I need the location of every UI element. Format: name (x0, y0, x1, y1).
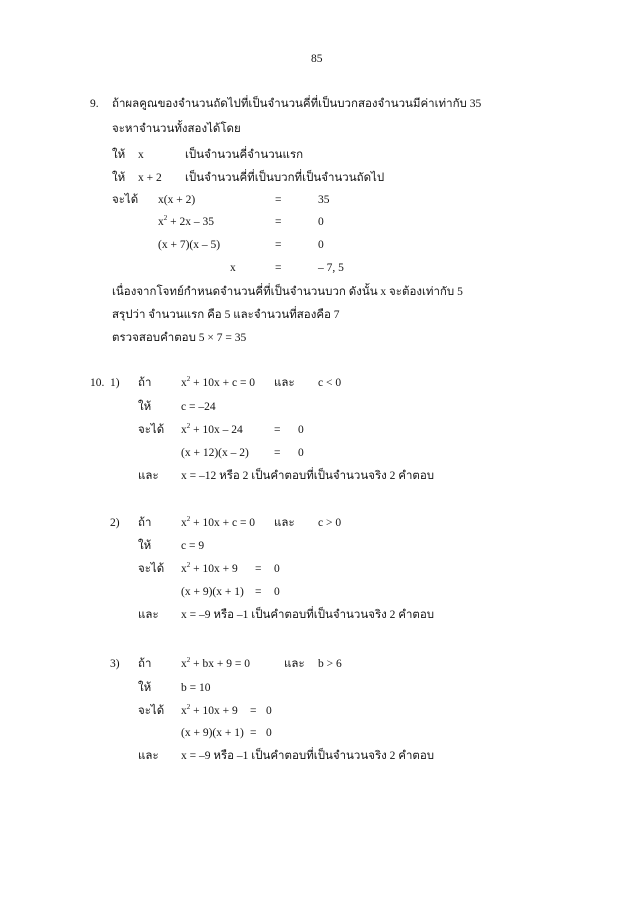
and-word: และ (138, 470, 159, 482)
then-word: จะได้ (138, 705, 165, 717)
equation-lhs: x(x + 2) (158, 194, 196, 206)
check-line: ตรวจสอบคำตอบ 5 × 7 = 35 (112, 332, 247, 344)
answer-line: x = –9 หรือ –1 เป็นคำตอบที่เป็นจำนวนจริง 2 คำตอบ (181, 609, 435, 621)
let-word: ให้ (138, 401, 152, 413)
equals-sign: = (275, 239, 282, 251)
if-word: ถ้า (138, 517, 152, 529)
equation-lhs: $x^2 + 2x - 35$ (158, 214, 214, 228)
let-value: c = 9 (181, 540, 205, 552)
let-word: ให้ (138, 682, 152, 694)
part-label: 1) (110, 377, 120, 389)
condition-inequality: c > 0 (318, 517, 342, 529)
and-word: และ (284, 658, 305, 670)
condition-equation: $x^2$ + bx + 9 = 0 (181, 656, 250, 670)
equation-rhs: 0 (274, 586, 280, 598)
conclusion-line: เนื่องจากโจทย์กำหนดจำนวนคี่ที่เป็นจำนวนบวก ดังนั้น x จะต้องเท่ากับ 5 (112, 286, 463, 298)
question-number: 10. (90, 377, 105, 389)
equation-rhs: 0 (298, 447, 304, 459)
equals-sign: = (275, 216, 282, 228)
equation-lhs: x (230, 262, 236, 274)
condition-equation: $x^2 + 10x + c = 0$ (181, 375, 256, 389)
part-label: 2) (110, 517, 120, 529)
and-word: และ (138, 609, 159, 621)
equation-lhs: $x^2 + 10x + 9$ (181, 703, 238, 717)
equation-rhs: 0 (274, 563, 280, 575)
condition-inequality: b > 6 (318, 658, 342, 670)
question-intro-line: ถ้าผลคูณของจำนวนถัดไปที่เป็นจำนวนคี่ที่เป็นบวกสองจำนวนมีค่าเท่ากับ 35 (112, 98, 482, 110)
equals-sign: = (274, 424, 281, 436)
then-word: จะได้ (138, 563, 165, 575)
equation-rhs: 35 (318, 194, 330, 206)
equals-sign: = (255, 586, 262, 598)
equation-lhs: $x^2 + 10x - 24$ (181, 422, 243, 436)
equals-sign: = (255, 563, 262, 575)
condition-equation: $x^2 + 10x + c = 0$ (181, 515, 256, 529)
equals-sign: = (275, 194, 282, 206)
let-variable: x + 2 (138, 172, 162, 184)
question-number: 9. (90, 98, 99, 110)
equals-sign: = (274, 447, 281, 459)
then-word: จะได้ (138, 424, 165, 436)
let-description: เป็นจำนวนคี่จำนวนแรก (185, 149, 304, 161)
equals-sign: = (250, 727, 257, 739)
if-word: ถ้า (138, 377, 152, 389)
if-word: ถ้า (138, 658, 152, 670)
equation-rhs: 0 (298, 424, 304, 436)
page-number: 85 (311, 53, 323, 65)
equation-lhs: $x^2 + 10x + 9$ (181, 561, 238, 575)
and-word: และ (274, 377, 295, 389)
and-word: และ (138, 750, 159, 762)
part-label: 3) (110, 658, 120, 670)
let-word: ให้ (112, 172, 126, 184)
equation-rhs: 0 (266, 705, 272, 717)
let-word: ให้ (112, 149, 126, 161)
equation-rhs: 0 (266, 727, 272, 739)
equation-lhs: (x + 9)(x + 1) (181, 727, 244, 739)
equation-rhs: 0 (318, 216, 324, 228)
then-word: จะได้ (112, 194, 139, 206)
equation-rhs: – 7, 5 (318, 262, 344, 274)
equation-lhs: (x + 7)(x – 5) (158, 239, 221, 251)
equals-sign: = (275, 262, 282, 274)
equation-rhs: 0 (318, 239, 324, 251)
condition-inequality: c < 0 (318, 377, 342, 389)
let-description: เป็นจำนวนคี่ที่เป็นบวกที่เป็นจำนวนถัดไป (185, 172, 385, 184)
conclusion-line: สรุปว่า จำนวนแรก คือ 5 และจำนวนที่สองคือ 7 (112, 309, 340, 321)
let-word: ให้ (138, 540, 152, 552)
let-variable: x (138, 149, 144, 161)
question-intro-line: จะหาจำนวนทั้งสองได้โดย (112, 123, 241, 135)
equals-sign: = (250, 705, 257, 717)
answer-line: x = –9 หรือ –1 เป็นคำตอบที่เป็นจำนวนจริง 2 คำตอบ (181, 750, 435, 762)
and-word: และ (274, 517, 295, 529)
let-value: b = 10 (181, 682, 211, 694)
equation-lhs: (x + 12)(x – 2) (181, 447, 249, 459)
answer-line: x = –12 หรือ 2 เป็นคำตอบที่เป็นจำนวนจริง 2 คำตอบ (181, 470, 435, 482)
equation-lhs: (x + 9)(x + 1) (181, 586, 244, 598)
let-value: c = –24 (181, 401, 216, 413)
